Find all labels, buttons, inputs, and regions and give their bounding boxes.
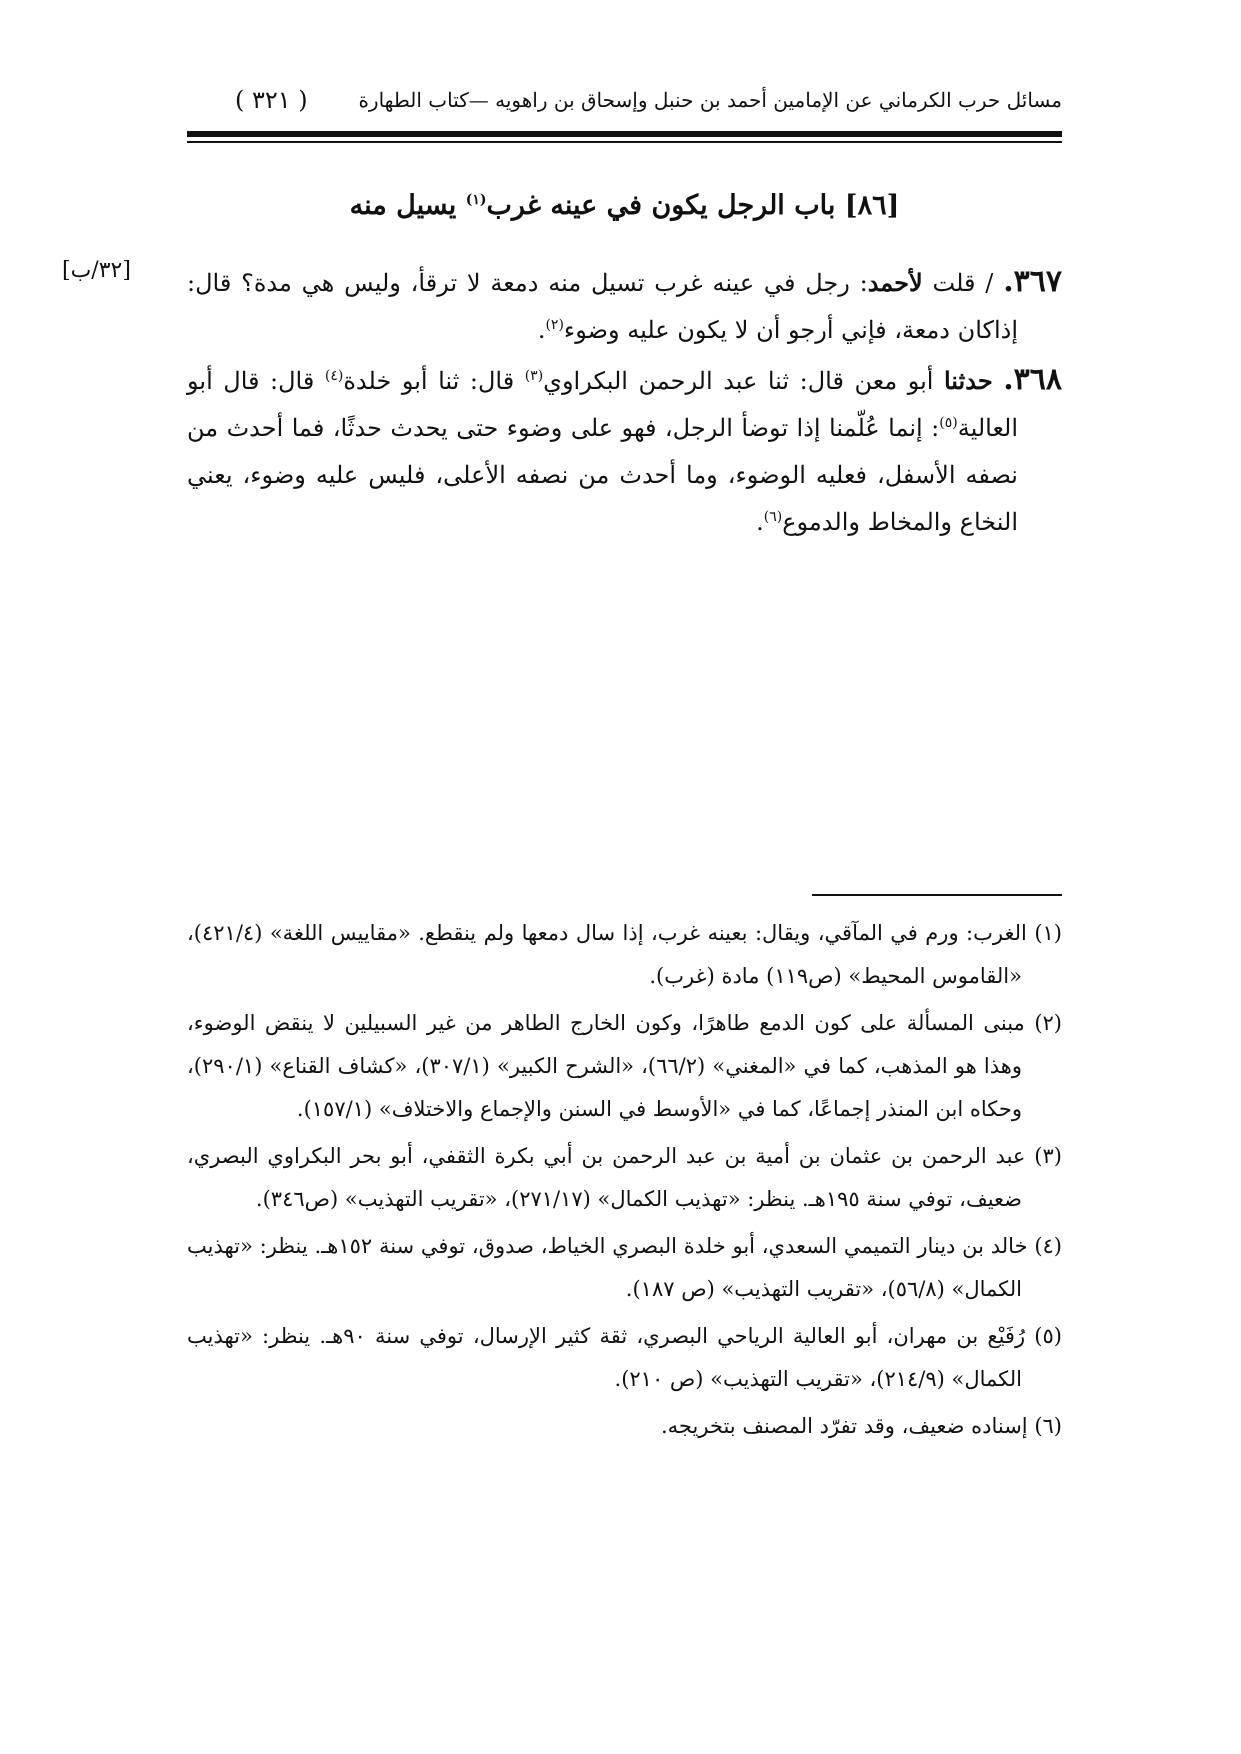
footnote-text: خالد بن دينار التميمي السعدي، أبو خلدة البصري الخياط، صدوق، توفي سنة ١٥٢هـ. ينظر: «تهذيب الكمال» (٥٦/٨)، «تقريب التهذيب» (ص ١٨٧).: [187, 1234, 1028, 1301]
bold-keyword: لأحمد: [867, 268, 923, 297]
footnote-number: (٥): [1034, 1324, 1062, 1348]
footnote-ref: (٥): [939, 415, 958, 431]
footnote: [187, 1225, 1062, 1311]
footnote-ref: (٤): [324, 368, 344, 384]
paragraph-text: أبو معن قال: ثنا عبد الرحمن البكراوي: [543, 367, 934, 395]
header-rule-thin: [187, 141, 1062, 143]
footnotes: [187, 912, 1062, 1452]
paragraph-text: / قلت: [932, 269, 994, 297]
chapter-title-text: باب الرجل يكون في عينه غرب: [486, 190, 836, 221]
footnote-text: رُفَيْع بن مهران، أبو العالية الرياحي البصري، ثقة كثير الإرسال، توفي سنة ٩٠هـ. ينظر: «تهذيب الكمال» (٢١٤/٩)، «تقريب التهذيب» (ص ٢١٠).: [187, 1324, 1026, 1391]
paragraph-text: قال: ثنا أبو خلدة: [343, 367, 515, 395]
footnote-ref: (٢): [545, 317, 564, 333]
paragraph-number: ٣٦٧.: [1003, 264, 1062, 299]
page-number: ( ٣٢١ ): [235, 86, 308, 114]
chapter-number: [٨٦]: [844, 190, 900, 221]
paragraph-text: : رجل في عينه غرب تسيل منه دمعة لا ترقأ، وليس هي مدة؟ قال: إذاكان دمعة، فإني أرجو أن لا يكون عليه وضوء: [187, 269, 1018, 344]
footnote-number: (٦): [1034, 1414, 1062, 1438]
chapter-title: [187, 190, 1062, 221]
paragraph-368: [187, 356, 1062, 546]
paragraph-number: ٣٦٨.: [1003, 362, 1062, 397]
paragraph-text: .: [756, 508, 764, 536]
paragraph-text: قال: قال أبو العالية: [187, 367, 1018, 442]
footnote-number: (٢): [1034, 1011, 1062, 1035]
bold-keyword: حدثنا: [943, 366, 993, 395]
footnote: [187, 1405, 1062, 1448]
footnote-ref: (١): [465, 192, 487, 208]
main-text: [187, 258, 1062, 548]
footnote: [187, 1315, 1062, 1401]
footnote-ref: (٣): [524, 368, 544, 384]
footnote-separator: [812, 894, 1062, 896]
chapter-title-text-end: يسيل منه: [349, 190, 457, 221]
running-header: [187, 84, 1062, 120]
footnote-number: (٤): [1034, 1234, 1062, 1258]
running-title: مسائل حرب الكرماني عن الإمامين أحمد بن حنبل وإسحاق بن راهويه —كتاب الطهارة: [358, 88, 1062, 112]
footnote-text: عبد الرحمن بن عثمان بن أمية بن عبد الرحمن بن أبي بكرة الثقفي، أبو بحر البكراوي البصري، ضعيف، توفي سنة ١٩٥هـ. ينظر: «تهذيب الكمال» (٢٧١/١٧)، «تقريب التهذيب» (ص٣٤٦).: [187, 1144, 1026, 1211]
footnote-number: (٣): [1034, 1144, 1062, 1168]
paragraph-367: [187, 258, 1062, 354]
footnote-text: إسناده ضعيف، وقد تفرّد المصنف بتخريجه.: [660, 1414, 1028, 1438]
footnote: [187, 1135, 1062, 1221]
footnote-text: مبنى المسألة على كون الدمع طاهرًا، وكون الخارج الطاهر من غير السبيلين لا ينقض الوضوء، وهذا هو المذهب، كما في «المغني» (٦٦/٢)، «الشرح الكبير» (٣٠٧/١)، «كشاف القناع» (٢٩٠/١)، وحكاه ابن المنذر إجماعًا، كما في «الأوسط في السنن والإجماع والاختلاف» (١٥٧/١).: [187, 1011, 1025, 1121]
header-rule-thick: [187, 131, 1062, 137]
paragraph-text: : إنما عُلّمنا إذا توضأ الرجل، فهو على وضوء حتى يحدث حدثًا، فما أحدث من نصفه الأسفل، فعليه الوضوء، وما أحدث من نصفه الأعلى، فليس عليه وضوء، يعني النخاع والمخاط والدموع: [187, 414, 1018, 536]
footnote: [187, 912, 1062, 998]
footnote-number: (١): [1034, 921, 1062, 945]
footnote-ref: (٦): [763, 509, 783, 525]
footnote-text: الغرب: ورم في المآقي، ويقال: بعينه غرب، إذا سال دمعها ولم ينقطع. «مقاييس اللغة» (٤٢١/٤)، «القاموس المحيط» (ص١١٩) مادة (غرب).: [187, 921, 1027, 988]
footnote: [187, 1002, 1062, 1131]
manuscript-folio-note: [٣٢/ب]: [62, 258, 131, 283]
paragraph-text: .: [537, 316, 546, 344]
